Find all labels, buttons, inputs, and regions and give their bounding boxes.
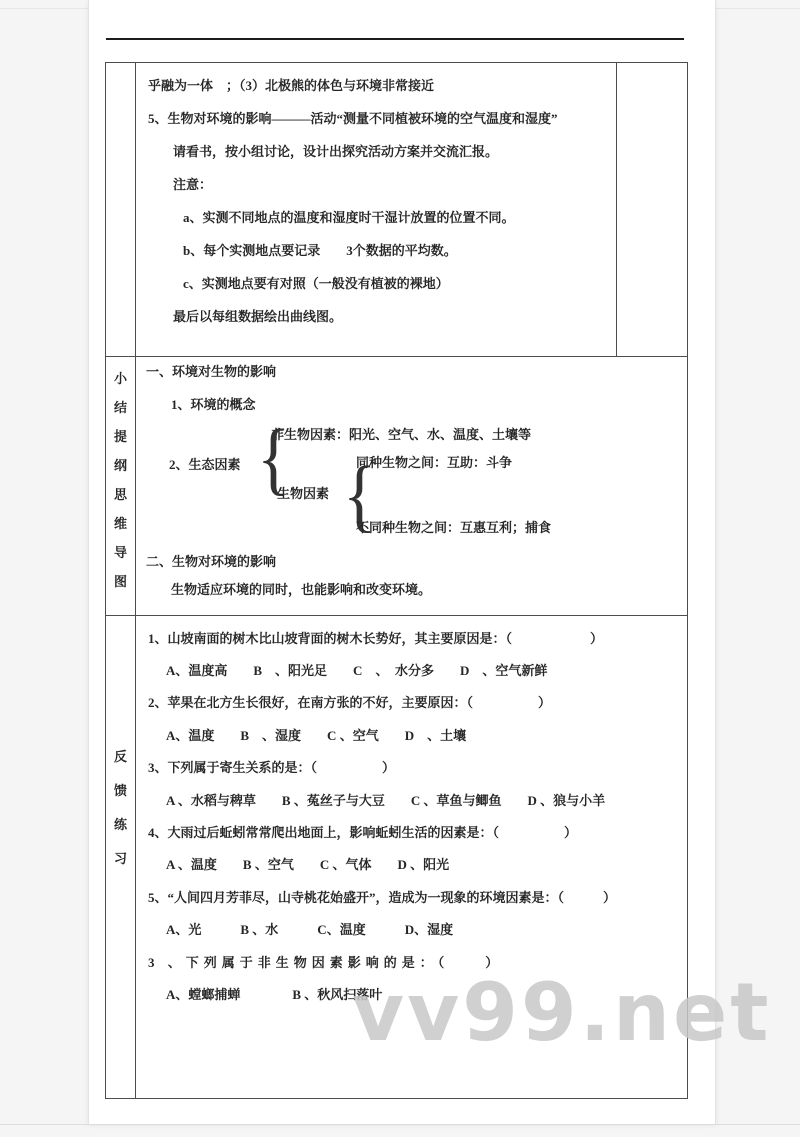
summary-body-text: 生物适应环境的同时，也能影响和改变环境。 bbox=[171, 582, 432, 597]
sidebar-char: 纲 bbox=[113, 458, 127, 473]
sidebar-char: 思 bbox=[113, 487, 127, 502]
practice-question: 3 、下列属于非生物因素影响的是：（ ） bbox=[148, 954, 504, 970]
notes-row bbox=[106, 63, 687, 357]
practice-sidebar-cell bbox=[106, 616, 136, 1098]
practice-options: A 、水稻与稗草 B 、菟丝子与大豆 C 、草鱼与鲫鱼 D 、狼与小羊 bbox=[166, 792, 606, 808]
sidebar-char: 导 bbox=[113, 545, 127, 560]
notes-sidebar-cell bbox=[106, 63, 136, 356]
practice-options: A、螳螂捕蝉 B 、秋风扫落叶 bbox=[166, 986, 383, 1002]
sidebar-char: 结 bbox=[113, 400, 127, 415]
bottom-hairline bbox=[0, 1124, 800, 1125]
biotic-factor-label: 生物因素 bbox=[277, 486, 330, 501]
summary-sidebar-cell bbox=[106, 357, 136, 615]
sidebar-char: 图 bbox=[113, 574, 127, 589]
eco-factor-label: 2、生态因素 bbox=[169, 457, 241, 472]
sidebar-char: 习 bbox=[113, 851, 127, 866]
watermark: vv99.net bbox=[352, 966, 772, 1059]
notes-line: b、每个实测地点要记录 3个数据的平均数。 bbox=[183, 243, 457, 258]
sidebar-char: 维 bbox=[113, 516, 127, 531]
sidebar-char: 反 bbox=[113, 749, 127, 764]
summary-concept-item: 1、环境的概念 bbox=[171, 397, 256, 412]
summary-row bbox=[106, 357, 687, 616]
summary-cell bbox=[136, 357, 687, 615]
practice-question: 2、苹果在北方生长很好，在南方张的不好，主要原因：（ ） bbox=[148, 695, 552, 711]
left-brace-glyph: { bbox=[256, 412, 291, 503]
practice-question: 5、“人间四月芳菲尽，山寺桃花始盛开”，造成为一现象的环境因素是：（ ） bbox=[148, 889, 617, 905]
same-species-text: 同种生物之间：互助：斗争 bbox=[356, 455, 513, 470]
summary-heading-2: 二、生物对环境的影响 bbox=[146, 554, 277, 569]
diff-species-text: 不同种生物之间：互惠互利；捕食 bbox=[356, 520, 552, 535]
abiotic-factor-text: 非生物因素：阳光、空气、水、温度、土壤等 bbox=[271, 427, 532, 442]
sidebar-char: 提 bbox=[113, 429, 127, 444]
summary-heading-1: 一、环境对生物的影响 bbox=[146, 364, 277, 379]
practice-options: A、温度 B 、湿度 C 、空气 D 、土壤 bbox=[166, 727, 467, 743]
practice-question: 3、下列属于寄生关系的是：（ ） bbox=[148, 760, 396, 776]
sidebar-char: 馈 bbox=[113, 783, 127, 798]
practice-options: A、光 B 、水 C、温度 D、湿度 bbox=[166, 922, 454, 938]
practice-question: 4、大雨过后蚯蚓常常爬出地面上，影响蚯蚓生活的因素是：（ ） bbox=[148, 825, 578, 841]
notes-cell bbox=[136, 63, 617, 356]
notes-line: 注意： bbox=[173, 177, 213, 192]
sidebar-char: 练 bbox=[113, 817, 127, 832]
notes-line: 乎融为一体 ；（3）北极熊的体色与环境非常接近 bbox=[148, 78, 435, 93]
notes-line: 请看书，按小组讨论，设计出探究活动方案并交流汇报。 bbox=[173, 144, 499, 159]
notes-line: 最后以每组数据绘出曲线图。 bbox=[173, 309, 343, 324]
practice-options: A、温度高 B 、阳光足 C 、 水分多 D 、空气新鲜 bbox=[166, 663, 548, 679]
practice-options: A 、温度 B 、空气 C 、气体 D 、阳光 bbox=[166, 857, 450, 873]
left-brace-glyph: { bbox=[342, 449, 377, 540]
page bbox=[88, 0, 716, 1124]
header-rule bbox=[106, 38, 684, 40]
sidebar-char: 小 bbox=[113, 371, 127, 386]
notes-right-cell bbox=[617, 63, 687, 356]
notes-line: a、实测不同地点的温度和湿度时干湿计放置的位置不同。 bbox=[183, 210, 515, 225]
notes-line: c、实测地点要有对照（一般没有植被的裸地） bbox=[183, 276, 449, 291]
content-table bbox=[105, 62, 688, 1099]
practice-question: 1、山坡南面的树木比山坡背面的树木长势好，其主要原因是：（ ） bbox=[148, 630, 604, 646]
notes-line: 5、生物对环境的影响———活动“测量不同植被环境的空气温度和湿度” bbox=[148, 111, 558, 126]
